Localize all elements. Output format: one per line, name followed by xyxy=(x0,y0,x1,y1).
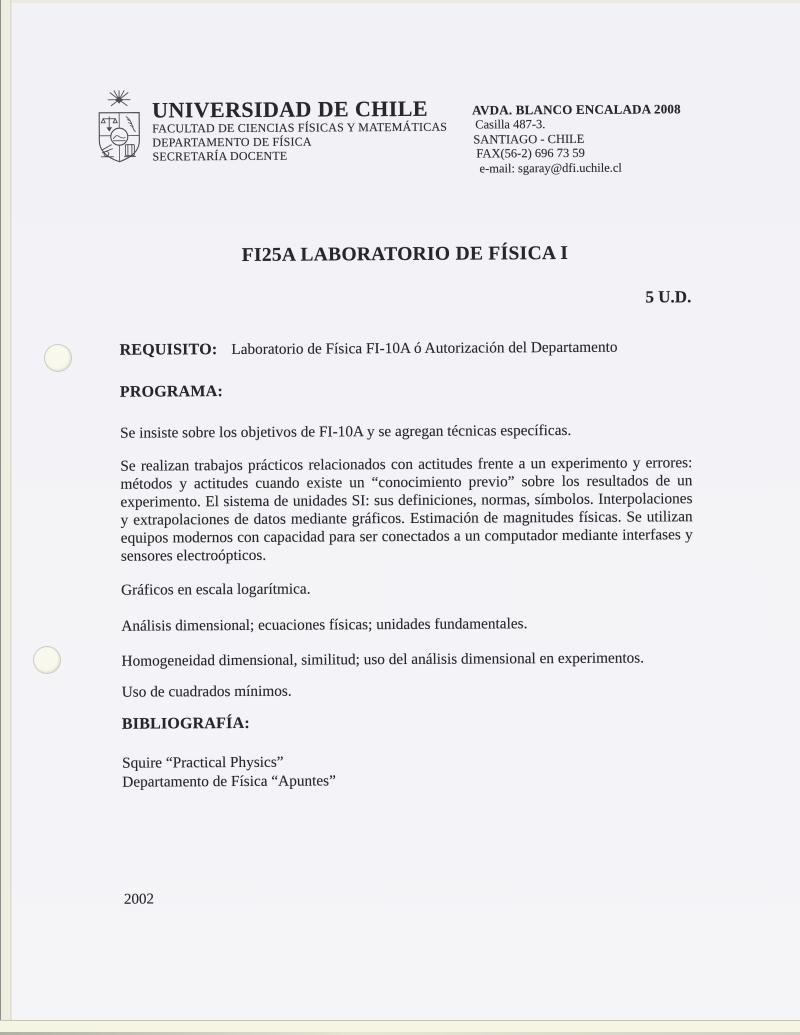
email-line: e-mail: sgaray@dfi.uchile.cl xyxy=(479,160,622,176)
biblio-label: BIBLIOGRAFÍA: xyxy=(121,714,250,733)
requisito-value: Laboratorio de Física FI-10A ó Autorización del Departamento xyxy=(231,338,618,359)
faculty-line: FACULTAD DE CIENCIAS FÍSICAS Y MATEMÁTICAS xyxy=(152,119,448,136)
programa-paragraph: Uso de cuadrados mínimos. xyxy=(121,682,292,701)
course-title: FI25A LABORATORIO DE FÍSICA I xyxy=(241,242,569,266)
university-crest-icon xyxy=(90,90,148,170)
year-footnote: 2002 xyxy=(123,891,155,908)
programa-paragraph: Análisis dimensional; ecuaciones físicas; unidades fundamentales. xyxy=(121,615,528,635)
biblio-item: Departamento de Física “Apuntes” xyxy=(122,771,336,791)
office-line: SECRETARÍA DOCENTE xyxy=(152,148,288,164)
department-line: DEPARTAMENTO DE FÍSICA xyxy=(152,134,312,150)
course-credits: 5 U.D. xyxy=(645,287,692,307)
requisito-line xyxy=(120,338,692,359)
programa-paragraph: Se insiste sobre los objetivos de FI-10A y se agregan técnicas específicas. xyxy=(120,421,572,442)
biblio-list xyxy=(122,751,694,791)
address-line: AVDA. BLANCO ENCALADA 2008 xyxy=(472,101,681,118)
city-line: SANTIAGO - CHILE xyxy=(473,131,585,147)
fax-line: FAX(56-2) 696 73 59 xyxy=(476,146,585,161)
programa-paragraph: Homogeneidad dimensional, similitud; uso del análisis dimensional en experimentos. xyxy=(121,649,645,670)
programa-label: PROGRAMA: xyxy=(119,383,224,401)
university-name: UNIVERSIDAD DE CHILE xyxy=(152,95,428,123)
requisito-label: REQUISITO: xyxy=(119,341,218,359)
letterhead-right xyxy=(472,101,712,176)
letterhead-left xyxy=(152,96,482,163)
programa-paragraph: Se realizan trabajos prácticos relacionados con actitudes frente a un experimento y errores: métodos y actitudes cuando existe un “conocimiento previo” sobre los resultados de un experimento. El sistema de unidades SI: sus definiciones, normas, símbolos. Interpolaciones y extrapolaciones de datos mediante gráficos. Estimación de magnitudes físicas. Se utilizan equipos modernos con capacidad para ser conectados a un computador mediante interfases y sensores electroópticos. xyxy=(120,454,693,565)
programa-paragraph: Gráficos en escala logarítmica. xyxy=(121,580,311,599)
biblio-item: Squire “Practical Physics” xyxy=(122,753,284,772)
po-box-line: Casilla 487-3. xyxy=(475,117,546,132)
